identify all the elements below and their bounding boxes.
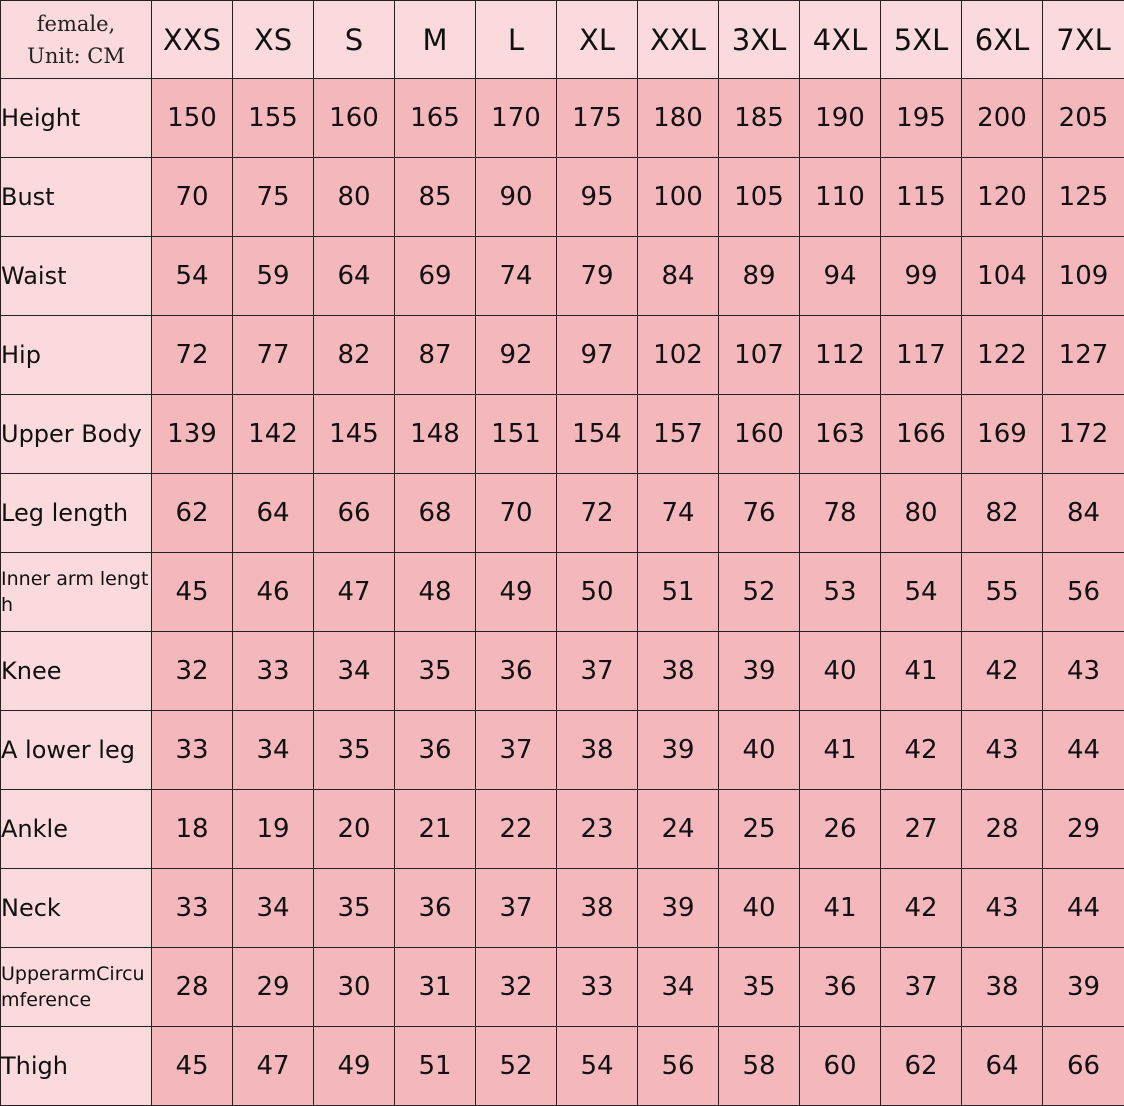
measurement-value: 36 <box>476 632 557 711</box>
measurement-value: 127 <box>1043 316 1124 395</box>
measurement-value: 70 <box>152 158 233 237</box>
measurement-value: 53 <box>800 553 881 632</box>
measurement-value: 40 <box>719 869 800 948</box>
measurement-value: 23 <box>557 790 638 869</box>
measurement-value: 44 <box>1043 711 1124 790</box>
measurement-value: 38 <box>638 632 719 711</box>
measurement-value: 46 <box>233 553 314 632</box>
measurement-value: 51 <box>638 553 719 632</box>
row-label: A lower leg <box>1 711 152 790</box>
measurement-value: 69 <box>395 237 476 316</box>
measurement-value: 54 <box>152 237 233 316</box>
measurement-value: 145 <box>314 395 395 474</box>
measurement-value: 87 <box>395 316 476 395</box>
row-label: Ankle <box>1 790 152 869</box>
measurement-value: 84 <box>638 237 719 316</box>
measurement-value: 36 <box>395 869 476 948</box>
measurement-row <box>1 553 1124 632</box>
measurement-value: 41 <box>881 632 962 711</box>
measurement-value: 35 <box>314 869 395 948</box>
gender-label: female, <box>1 8 151 40</box>
measurement-value: 25 <box>719 790 800 869</box>
measurement-value: 44 <box>1043 869 1124 948</box>
row-label: Hip <box>1 316 152 395</box>
measurement-value: 70 <box>476 474 557 553</box>
measurement-value: 39 <box>638 711 719 790</box>
measurement-value: 31 <box>395 948 476 1027</box>
measurement-value: 48 <box>395 553 476 632</box>
size-header-row <box>1 1 1124 79</box>
measurement-value: 34 <box>233 711 314 790</box>
measurement-value: 62 <box>881 1027 962 1106</box>
measurement-row <box>1 948 1124 1027</box>
measurement-value: 51 <box>395 1027 476 1106</box>
measurement-value: 33 <box>233 632 314 711</box>
measurement-value: 102 <box>638 316 719 395</box>
measurement-value: 200 <box>962 79 1043 158</box>
measurement-value: 172 <box>1043 395 1124 474</box>
size-header-cell: 7XL <box>1043 1 1124 79</box>
measurement-value: 107 <box>719 316 800 395</box>
measurement-value: 37 <box>476 711 557 790</box>
measurement-value: 94 <box>800 237 881 316</box>
measurement-value: 72 <box>557 474 638 553</box>
measurement-value: 68 <box>395 474 476 553</box>
size-header-cell: XL <box>557 1 638 79</box>
measurement-value: 62 <box>152 474 233 553</box>
measurement-value: 42 <box>881 869 962 948</box>
row-label: Waist <box>1 237 152 316</box>
measurement-value: 50 <box>557 553 638 632</box>
measurement-value: 110 <box>800 158 881 237</box>
measurement-value: 139 <box>152 395 233 474</box>
measurement-value: 82 <box>314 316 395 395</box>
measurement-value: 169 <box>962 395 1043 474</box>
measurement-value: 166 <box>881 395 962 474</box>
measurement-value: 76 <box>719 474 800 553</box>
measurement-value: 99 <box>881 237 962 316</box>
size-header-cell: 3XL <box>719 1 800 79</box>
measurement-value: 163 <box>800 395 881 474</box>
measurement-row <box>1 158 1124 237</box>
measurement-value: 66 <box>1043 1027 1124 1106</box>
measurement-value: 90 <box>476 158 557 237</box>
measurement-value: 109 <box>1043 237 1124 316</box>
measurement-row <box>1 790 1124 869</box>
measurement-value: 38 <box>557 869 638 948</box>
measurement-value: 117 <box>881 316 962 395</box>
row-label: Inner arm length <box>1 553 152 632</box>
measurement-value: 43 <box>962 711 1043 790</box>
measurement-value: 35 <box>719 948 800 1027</box>
measurement-value: 66 <box>314 474 395 553</box>
measurement-value: 47 <box>233 1027 314 1106</box>
measurement-value: 151 <box>476 395 557 474</box>
measurement-value: 160 <box>719 395 800 474</box>
measurement-value: 42 <box>881 711 962 790</box>
measurement-value: 45 <box>152 553 233 632</box>
measurement-value: 95 <box>557 158 638 237</box>
measurement-value: 104 <box>962 237 1043 316</box>
measurement-value: 60 <box>800 1027 881 1106</box>
measurement-value: 84 <box>1043 474 1124 553</box>
measurement-value: 39 <box>1043 948 1124 1027</box>
measurement-value: 112 <box>800 316 881 395</box>
measurement-value: 185 <box>719 79 800 158</box>
unit-corner-cell <box>1 1 152 79</box>
measurement-value: 45 <box>152 1027 233 1106</box>
measurement-value: 80 <box>881 474 962 553</box>
measurement-value: 39 <box>719 632 800 711</box>
measurement-value: 80 <box>314 158 395 237</box>
measurement-row <box>1 1027 1124 1106</box>
measurement-value: 74 <box>476 237 557 316</box>
measurement-row <box>1 869 1124 948</box>
row-label: Upper Body <box>1 395 152 474</box>
measurement-value: 175 <box>557 79 638 158</box>
measurement-value: 142 <box>233 395 314 474</box>
measurement-value: 120 <box>962 158 1043 237</box>
measurement-value: 56 <box>638 1027 719 1106</box>
measurement-value: 20 <box>314 790 395 869</box>
measurement-row <box>1 632 1124 711</box>
row-label: Leg length <box>1 474 152 553</box>
measurement-value: 54 <box>881 553 962 632</box>
size-header-cell: 5XL <box>881 1 962 79</box>
measurement-value: 157 <box>638 395 719 474</box>
measurement-value: 64 <box>314 237 395 316</box>
measurement-value: 27 <box>881 790 962 869</box>
measurement-value: 59 <box>233 237 314 316</box>
measurement-value: 165 <box>395 79 476 158</box>
measurement-value: 43 <box>1043 632 1124 711</box>
size-header-cell: 4XL <box>800 1 881 79</box>
measurement-row <box>1 237 1124 316</box>
measurement-value: 34 <box>233 869 314 948</box>
measurement-value: 42 <box>962 632 1043 711</box>
measurement-row <box>1 316 1124 395</box>
measurement-value: 34 <box>638 948 719 1027</box>
measurement-value: 35 <box>314 711 395 790</box>
measurement-value: 155 <box>233 79 314 158</box>
measurement-value: 115 <box>881 158 962 237</box>
measurement-value: 41 <box>800 711 881 790</box>
row-label: Knee <box>1 632 152 711</box>
measurement-value: 105 <box>719 158 800 237</box>
size-header-cell: L <box>476 1 557 79</box>
measurement-value: 55 <box>962 553 1043 632</box>
measurement-row <box>1 711 1124 790</box>
measurement-value: 37 <box>557 632 638 711</box>
measurement-value: 85 <box>395 158 476 237</box>
measurement-value: 56 <box>1043 553 1124 632</box>
measurement-value: 82 <box>962 474 1043 553</box>
measurement-value: 52 <box>476 1027 557 1106</box>
measurement-value: 21 <box>395 790 476 869</box>
row-label: Height <box>1 79 152 158</box>
measurement-value: 39 <box>638 869 719 948</box>
measurement-value: 35 <box>395 632 476 711</box>
size-header-cell: XXS <box>152 1 233 79</box>
measurement-row <box>1 79 1124 158</box>
measurement-row <box>1 474 1124 553</box>
measurement-value: 150 <box>152 79 233 158</box>
row-label: Bust <box>1 158 152 237</box>
row-label: Neck <box>1 869 152 948</box>
size-header-cell: M <box>395 1 476 79</box>
measurement-value: 24 <box>638 790 719 869</box>
row-label: UpperarmCircumference <box>1 948 152 1027</box>
measurement-value: 190 <box>800 79 881 158</box>
measurement-value: 29 <box>233 948 314 1027</box>
measurement-value: 160 <box>314 79 395 158</box>
size-header-cell: XXL <box>638 1 719 79</box>
measurement-value: 18 <box>152 790 233 869</box>
measurement-value: 40 <box>800 632 881 711</box>
measurement-value: 72 <box>152 316 233 395</box>
measurement-value: 37 <box>476 869 557 948</box>
size-header-cell: XS <box>233 1 314 79</box>
measurement-value: 89 <box>719 237 800 316</box>
measurement-value: 41 <box>800 869 881 948</box>
measurement-value: 33 <box>152 711 233 790</box>
measurement-value: 77 <box>233 316 314 395</box>
measurement-value: 33 <box>557 948 638 1027</box>
unit-label: Unit: CM <box>1 40 151 72</box>
measurement-value: 195 <box>881 79 962 158</box>
measurement-value: 97 <box>557 316 638 395</box>
size-header-cell: 6XL <box>962 1 1043 79</box>
measurement-value: 205 <box>1043 79 1124 158</box>
measurement-value: 33 <box>152 869 233 948</box>
measurement-value: 43 <box>962 869 1043 948</box>
measurement-value: 49 <box>314 1027 395 1106</box>
measurement-value: 40 <box>719 711 800 790</box>
measurement-value: 148 <box>395 395 476 474</box>
measurement-value: 36 <box>800 948 881 1027</box>
measurement-value: 154 <box>557 395 638 474</box>
measurement-value: 64 <box>962 1027 1043 1106</box>
measurement-value: 75 <box>233 158 314 237</box>
measurement-value: 78 <box>800 474 881 553</box>
measurement-value: 34 <box>314 632 395 711</box>
measurement-value: 38 <box>962 948 1043 1027</box>
measurement-value: 26 <box>800 790 881 869</box>
measurement-value: 180 <box>638 79 719 158</box>
measurement-value: 32 <box>476 948 557 1027</box>
measurement-value: 92 <box>476 316 557 395</box>
measurement-rows <box>1 79 1124 1106</box>
measurement-value: 64 <box>233 474 314 553</box>
measurement-value: 74 <box>638 474 719 553</box>
row-label: Thigh <box>1 1027 152 1106</box>
measurement-value: 29 <box>1043 790 1124 869</box>
measurement-value: 170 <box>476 79 557 158</box>
measurement-value: 79 <box>557 237 638 316</box>
measurement-value: 122 <box>962 316 1043 395</box>
measurement-value: 38 <box>557 711 638 790</box>
measurement-value: 100 <box>638 158 719 237</box>
measurement-value: 19 <box>233 790 314 869</box>
measurement-value: 36 <box>395 711 476 790</box>
size-header-cell: S <box>314 1 395 79</box>
measurement-value: 22 <box>476 790 557 869</box>
measurement-value: 58 <box>719 1027 800 1106</box>
measurement-value: 32 <box>152 632 233 711</box>
measurement-value: 28 <box>152 948 233 1027</box>
measurement-value: 28 <box>962 790 1043 869</box>
measurement-row <box>1 395 1124 474</box>
measurement-value: 52 <box>719 553 800 632</box>
measurement-value: 47 <box>314 553 395 632</box>
measurement-value: 37 <box>881 948 962 1027</box>
measurement-value: 30 <box>314 948 395 1027</box>
measurement-value: 125 <box>1043 158 1124 237</box>
measurement-value: 54 <box>557 1027 638 1106</box>
measurement-value: 49 <box>476 553 557 632</box>
